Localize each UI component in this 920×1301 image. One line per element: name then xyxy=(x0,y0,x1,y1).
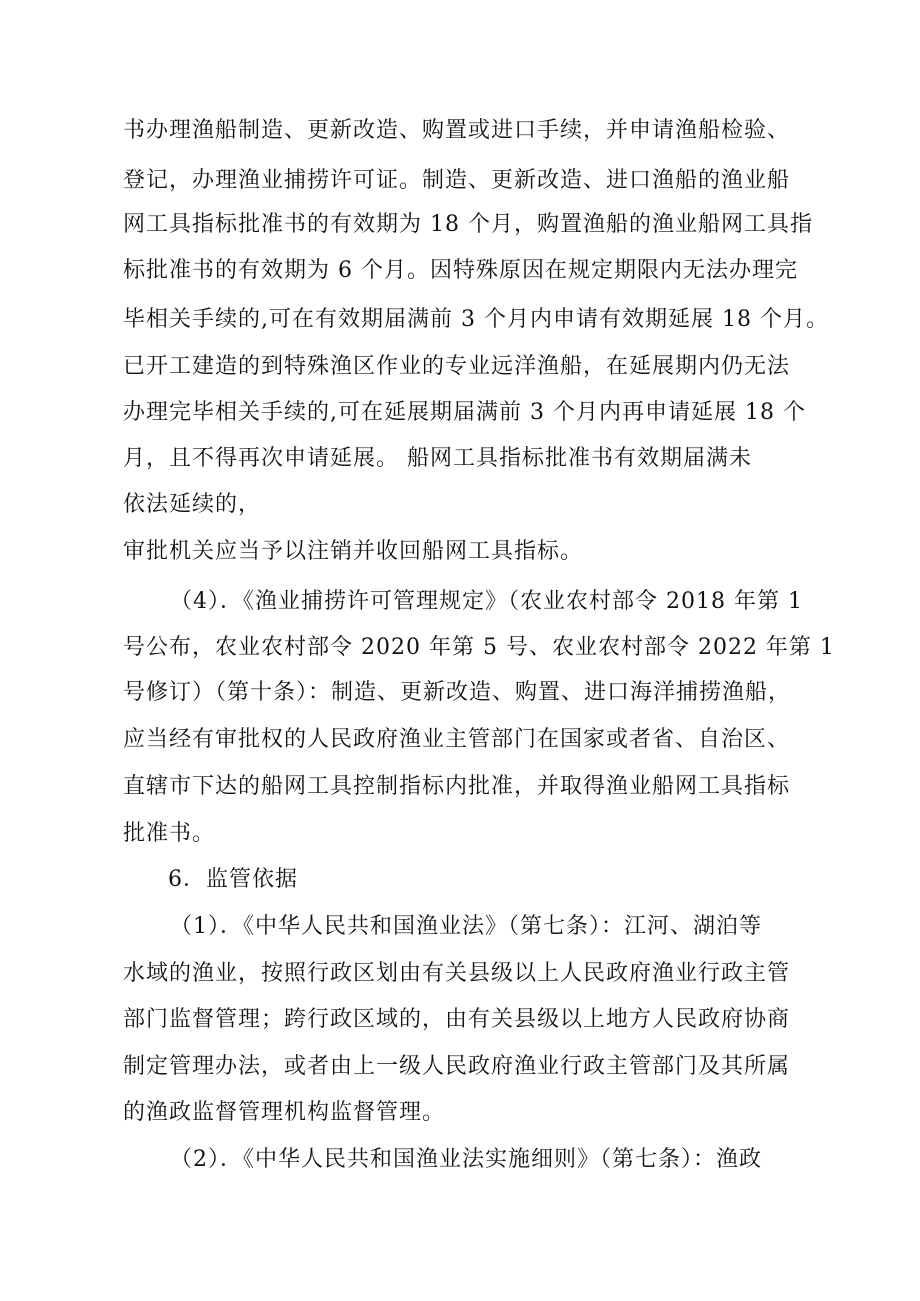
text-line-9: 依法延续的， xyxy=(123,492,262,517)
text-line-7: 办理完毕相关手续的,可在延展期届满前 3 个月内再申请延展 18 个 xyxy=(123,400,806,425)
text-line-6: 已开工建造的到特殊渔区作业的专业远洋渔船，在延展期内仍无法 xyxy=(123,354,791,379)
text-line-20: 部门监督管理；跨行政区域的，由有关县级以上地方人民政府协商 xyxy=(123,1007,791,1032)
text-line-21: 制定管理办法，或者由上一级人民政府渔业行政主管部门及其所属 xyxy=(123,1054,791,1079)
text-line-18: （1）．《中华人民共和国渔业法》（第七条）：江河、湖泊等 xyxy=(170,914,762,939)
text-line-19: 水域的渔业，按照行政区划由有关县级以上人民政府渔业行政主管 xyxy=(123,961,791,986)
text-line-14: 应当经有审批权的人民政府渔业主管部门在国家或者省、自治区、 xyxy=(123,727,791,752)
text-line-12: 号公布，农业农村部令 2020 年第 5 号、农业农村部令 2022 年第 1 xyxy=(123,635,835,660)
text-line-8: 月，且不得再次申请延展。 船网工具指标批准书有效期届满未 xyxy=(123,446,752,471)
text-line-13: 号修订）（第十条）：制造、更新改造、购置、进口海洋捕捞渔船， xyxy=(123,680,792,705)
text-line-16: 批准书。 xyxy=(123,821,216,846)
text-line-5: 毕相关手续的,可在有效期届满前 3 个月内申请有效期延展 18 个月。 xyxy=(123,307,829,332)
text-line-2: 登记，办理渔业捕捞许可证。制造、更新改造、进口渔船的渔业船 xyxy=(123,168,791,193)
text-line-4: 标批准书的有效期为 6 个月。因特殊原因在规定期限内无法办理完 xyxy=(123,258,798,283)
text-line-1: 书办理渔船制造、更新改造、购置或进口手续，并申请渔船检验、 xyxy=(123,118,791,143)
text-line-10: 审批机关应当予以注销并收回船网工具指标。 xyxy=(123,539,584,564)
text-line-11: （4）．《渔业捕捞许可管理规定》（农业农村部令 2018 年第 1 xyxy=(170,589,803,614)
section-heading: 6．监管依据 xyxy=(168,867,298,892)
text-line-15: 直辖市下达的船网工具控制指标内批准，并取得渔业船网工具指标 xyxy=(123,774,791,799)
text-line-22: 的渔政监督管理机构监督管理。 xyxy=(123,1100,446,1125)
text-line-23: （2）．《中华人民共和国渔业法实施细则》（第七条）：渔政 xyxy=(170,1147,762,1172)
text-line-3: 网工具指标批准书的有效期为 18 个月，购置渔船的渔业船网工具指 xyxy=(123,212,813,237)
